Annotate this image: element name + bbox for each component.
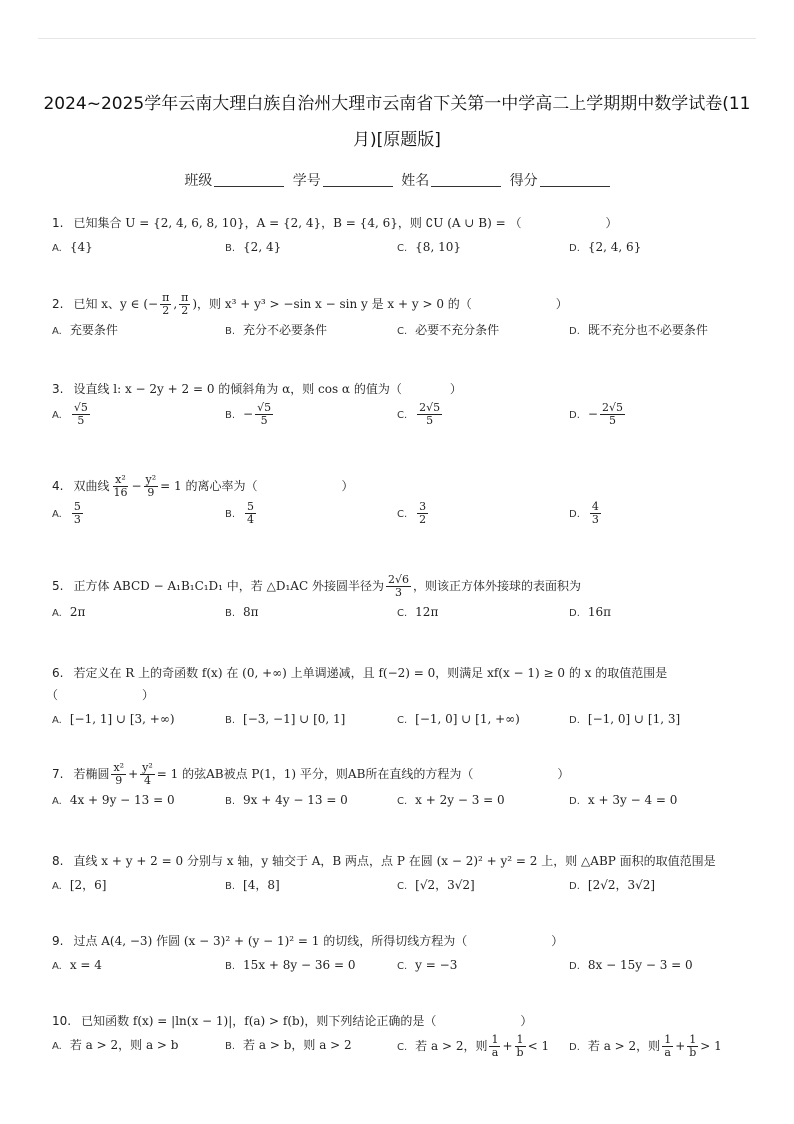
option-text: {4} xyxy=(69,240,93,254)
option-c[interactable] xyxy=(397,501,430,526)
option-text: [√2，3√2] xyxy=(415,878,475,892)
option-key: A. xyxy=(52,1041,62,1052)
option-b[interactable] xyxy=(225,501,258,526)
option-text: 16π xyxy=(587,605,612,619)
option-key: C. xyxy=(397,326,408,337)
option-text: 既不充分也不必要条件 xyxy=(587,323,708,337)
fraction: $\frac{1}{a}$ xyxy=(664,1033,672,1059)
question-number: 10. xyxy=(52,1014,72,1028)
option-d[interactable] xyxy=(569,954,693,978)
question-stem-post: )，则 x³ + y³ > −sin x − sin y 是 x + y > 0 的（ ） xyxy=(192,297,568,311)
question-number: 9. xyxy=(52,934,64,948)
option-a[interactable] xyxy=(52,874,106,898)
option-text: 8π xyxy=(243,605,259,619)
option-text: [−3, −1] ∪ [0, 1] xyxy=(243,712,346,726)
option-d[interactable] xyxy=(569,236,641,260)
option-key: A. xyxy=(52,881,62,892)
option-b[interactable] xyxy=(225,402,275,427)
option-key: B. xyxy=(225,961,236,972)
option-c[interactable] xyxy=(397,402,444,427)
field-name-blank[interactable] xyxy=(431,186,501,187)
fraction: $\frac{\text{x²}}{16}$ xyxy=(113,473,128,499)
sign: − xyxy=(587,407,598,421)
option-key: C. xyxy=(397,1042,408,1053)
question-stem: 已知函数 f(x) = |ln(x − 1)|，f(a) > f(b)，则下列结论正确的是（ ） xyxy=(81,1014,533,1028)
option-key: C. xyxy=(397,881,408,892)
option-text: [2√2，3√2] xyxy=(587,878,656,892)
option-text: 9x + 4y − 13 = 0 xyxy=(243,793,348,807)
fraction: $\frac{√5}{5}$ xyxy=(257,401,272,427)
question-number: 1. xyxy=(52,216,64,230)
option-text: 充要条件 xyxy=(69,323,118,337)
option-a[interactable] xyxy=(52,1034,178,1058)
option-key: C. xyxy=(397,509,408,520)
fraction: $\frac{4}{3}$ xyxy=(591,500,599,526)
option-key: C. xyxy=(397,796,408,807)
option-text: {2, 4} xyxy=(243,240,282,254)
fraction: $\frac{2√6}{3}$ xyxy=(387,573,409,599)
fraction: $\frac{1}{b}$ xyxy=(689,1033,697,1059)
option-text: y = −3 xyxy=(415,958,458,972)
question-stem-pre: 正方体 ABCD − A₁B₁C₁D₁ 中，若 △D₁AC 外接圆半径为 xyxy=(73,579,384,593)
option-text: [−1, 0] ∪ [1, 3] xyxy=(587,712,681,726)
option-text: 12π xyxy=(415,605,439,619)
option-text: 若 a > 2，则 xyxy=(587,1039,661,1053)
option-b[interactable] xyxy=(225,708,345,732)
question-stem: 已知集合 U = {2, 4, 6, 8, 10}，A = {2, 4}，B = {4, 6}，则 ∁U (A ∪ B) = （ ） xyxy=(73,216,618,230)
option-b[interactable] xyxy=(225,601,259,625)
option-c[interactable] xyxy=(397,236,461,260)
fraction: $\frac{\text{y²}}{4}$ xyxy=(142,761,153,787)
question-number: 5. xyxy=(52,579,64,593)
option-key: B. xyxy=(225,715,236,726)
field-id-label: 学号 xyxy=(292,173,321,189)
operator: + xyxy=(502,1039,513,1053)
option-b[interactable] xyxy=(225,236,281,260)
option-key: C. xyxy=(397,961,408,972)
option-d[interactable] xyxy=(569,402,627,427)
option-key: A. xyxy=(52,715,62,726)
question-stem-pre: 双曲线 xyxy=(73,479,110,493)
option-c[interactable] xyxy=(397,601,438,625)
option-text: 若 a > 2，则 xyxy=(415,1039,488,1053)
option-text: 2π xyxy=(69,605,86,619)
question-number: 8. xyxy=(52,854,64,868)
option-key: B. xyxy=(225,881,236,892)
field-score-label: 得分 xyxy=(509,173,538,189)
option-text: 8x − 15y − 3 = 0 xyxy=(587,958,693,972)
option-text: x + 3y − 4 = 0 xyxy=(587,793,678,807)
option-key: B. xyxy=(225,509,236,520)
option-text: [4，8] xyxy=(243,878,280,892)
option-d[interactable] xyxy=(569,708,680,732)
option-text: < 1 xyxy=(527,1039,550,1053)
option-text: x = 4 xyxy=(69,958,102,972)
question-number: 2. xyxy=(52,297,64,311)
option-key: A. xyxy=(52,608,62,619)
option-key: D. xyxy=(569,1042,580,1053)
option-d[interactable] xyxy=(569,601,611,625)
option-text: 15x + 8y − 36 = 0 xyxy=(243,958,356,972)
option-key: C. xyxy=(397,715,408,726)
option-b[interactable] xyxy=(225,319,327,343)
field-class-blank[interactable] xyxy=(214,186,284,187)
operator: − xyxy=(131,479,142,493)
option-key: B. xyxy=(225,326,236,337)
operator: + xyxy=(128,767,139,781)
option-text: 必要不充分条件 xyxy=(415,323,500,337)
option-key: D. xyxy=(569,608,580,619)
option-key: D. xyxy=(569,715,580,726)
option-key: A. xyxy=(52,243,62,254)
option-key: D. xyxy=(569,881,580,892)
option-key: D. xyxy=(569,796,580,807)
option-a[interactable] xyxy=(52,789,175,813)
option-b[interactable] xyxy=(225,789,348,813)
option-key: A. xyxy=(52,410,62,421)
question-6 xyxy=(46,662,764,732)
title-line-2: 月)[原题版] xyxy=(353,130,441,150)
option-d[interactable] xyxy=(569,319,708,343)
option-text: 若 a > 2，则 a > b xyxy=(69,1038,179,1052)
option-b[interactable] xyxy=(225,1034,352,1058)
field-id-blank[interactable] xyxy=(323,186,393,187)
option-c[interactable] xyxy=(397,789,505,813)
option-c[interactable] xyxy=(397,708,520,732)
option-a[interactable] xyxy=(52,601,85,625)
option-text: > 1 xyxy=(700,1039,722,1053)
option-text: [2，6] xyxy=(69,878,107,892)
option-key: A. xyxy=(52,961,62,972)
fraction: $\frac{\text{x²}}{9}$ xyxy=(113,761,125,787)
question-number: 7. xyxy=(52,767,64,781)
sign: − xyxy=(243,407,254,421)
header-divider xyxy=(38,38,756,39)
option-text: 若 a > b，则 a > 2 xyxy=(243,1038,352,1052)
option-text: {2, 4, 6} xyxy=(587,240,642,254)
option-key: B. xyxy=(225,796,236,807)
fraction: $\frac{√5}{5}$ xyxy=(73,401,88,427)
fraction: $\frac{3}{2}$ xyxy=(419,500,427,526)
option-key: C. xyxy=(397,410,408,421)
field-name-label: 姓名 xyxy=(401,173,430,189)
option-text: [−1, 1] ∪ [3, +∞) xyxy=(69,712,175,726)
question-number: 3. xyxy=(52,382,64,396)
option-c[interactable] xyxy=(397,319,499,343)
option-b[interactable] xyxy=(225,954,355,978)
option-key: C. xyxy=(397,243,408,254)
operator: + xyxy=(675,1039,686,1053)
option-text: [−1, 0] ∪ [1, +∞) xyxy=(415,712,520,726)
question-5 xyxy=(52,574,764,625)
option-d[interactable] xyxy=(569,501,603,526)
option-c[interactable] xyxy=(397,1034,549,1059)
question-stem: 直线 x + y + 2 = 0 分别与 x 轴，y 轴交于 A，B 两点，点 P 在圆 (x − 2)² + y² = 2 上，则 △ABP 面积的取值范围是 xyxy=(73,854,716,868)
question-7 xyxy=(52,762,764,813)
option-text: 充分不必要条件 xyxy=(243,323,328,337)
option-key: C. xyxy=(397,608,408,619)
fraction: $\frac{5}{4}$ xyxy=(247,500,255,526)
option-key: D. xyxy=(569,243,580,254)
fraction: $\frac{1}{a}$ xyxy=(491,1033,499,1059)
option-a[interactable] xyxy=(52,319,118,343)
option-d[interactable] xyxy=(569,874,655,898)
separator: , xyxy=(173,297,178,311)
option-b[interactable] xyxy=(225,874,280,898)
option-key: D. xyxy=(569,509,580,520)
option-key: A. xyxy=(52,509,62,520)
option-a[interactable] xyxy=(52,501,85,526)
option-a[interactable] xyxy=(52,236,93,260)
field-score-blank[interactable] xyxy=(540,186,610,187)
question-stem-post: ，则该正方体外接球的表面积为 xyxy=(412,579,581,593)
option-key: B. xyxy=(225,243,236,254)
option-a[interactable] xyxy=(52,708,175,732)
option-text: 4x + 9y − 13 = 0 xyxy=(69,793,175,807)
option-key: B. xyxy=(225,1041,236,1052)
question-stem-pre: 若椭圆 xyxy=(73,767,110,781)
title-line-1: 2024~2025学年云南大理白族自治州大理市云南省下关第一中学高二上学期期中数学试卷(11 xyxy=(43,94,751,114)
option-text: {8, 10} xyxy=(415,240,461,254)
option-a[interactable] xyxy=(52,402,92,427)
question-2 xyxy=(52,292,764,343)
question-stem: 若定义在 R 上的奇函数 f(x) 在 (0, +∞) 上单调递减，且 f(−2) = 0，则满足 xf(x − 1) ≥ 0 的 x 的取值范围是 xyxy=(73,666,668,680)
student-info-fields xyxy=(0,170,794,190)
question-stem-pre: 已知 x、y ∈ (− xyxy=(73,297,159,311)
question-1 xyxy=(52,212,764,260)
question-stem-post: = 1 的离心率为（ ） xyxy=(160,479,354,493)
question-3 xyxy=(52,378,764,436)
question-stem-post: = 1 的弦AB被点 P(1，1) 平分，则AB所在直线的方程为（ ） xyxy=(156,767,570,781)
question-4 xyxy=(52,474,764,535)
field-class-label: 班级 xyxy=(184,173,213,189)
option-key: A. xyxy=(52,326,62,337)
fraction: $\frac{5}{3}$ xyxy=(73,500,81,526)
question-10 xyxy=(52,1010,764,1068)
exam-title xyxy=(40,86,754,158)
option-text: x + 2y − 3 = 0 xyxy=(415,793,505,807)
option-key: A. xyxy=(52,796,62,807)
question-number: 4. xyxy=(52,479,64,493)
option-key: D. xyxy=(569,961,580,972)
question-number: 6. xyxy=(52,666,64,680)
option-key: D. xyxy=(569,410,580,421)
question-9 xyxy=(52,930,764,978)
option-key: B. xyxy=(225,410,236,421)
fraction: $\frac{1}{b}$ xyxy=(516,1033,524,1059)
option-d[interactable] xyxy=(569,1034,722,1059)
fraction: $\frac{\pi}{2}$ xyxy=(181,291,189,317)
option-a[interactable] xyxy=(52,954,102,978)
option-key: B. xyxy=(225,608,236,619)
fraction: $\frac{2√5}{5}$ xyxy=(601,401,623,427)
fraction: $\frac{\pi}{2}$ xyxy=(162,291,170,317)
fraction: $\frac{\text{y²}}{9}$ xyxy=(145,473,157,499)
question-stem: 过点 A(4, −3) 作圆 (x − 3)² + (y − 1)² = 1 的切线，所得切线方程为（ ） xyxy=(73,934,564,948)
question-stem: 设直线 l: x − 2y + 2 = 0 的倾斜角为 α，则 cos α 的值为（ ） xyxy=(73,382,462,396)
option-key: D. xyxy=(569,326,580,337)
option-d[interactable] xyxy=(569,789,677,813)
question-8 xyxy=(52,850,764,898)
fraction: $\frac{2√5}{5}$ xyxy=(419,401,441,427)
question-stem-cont: （ ） xyxy=(46,688,155,702)
option-c[interactable] xyxy=(397,874,475,898)
option-c[interactable] xyxy=(397,954,457,978)
